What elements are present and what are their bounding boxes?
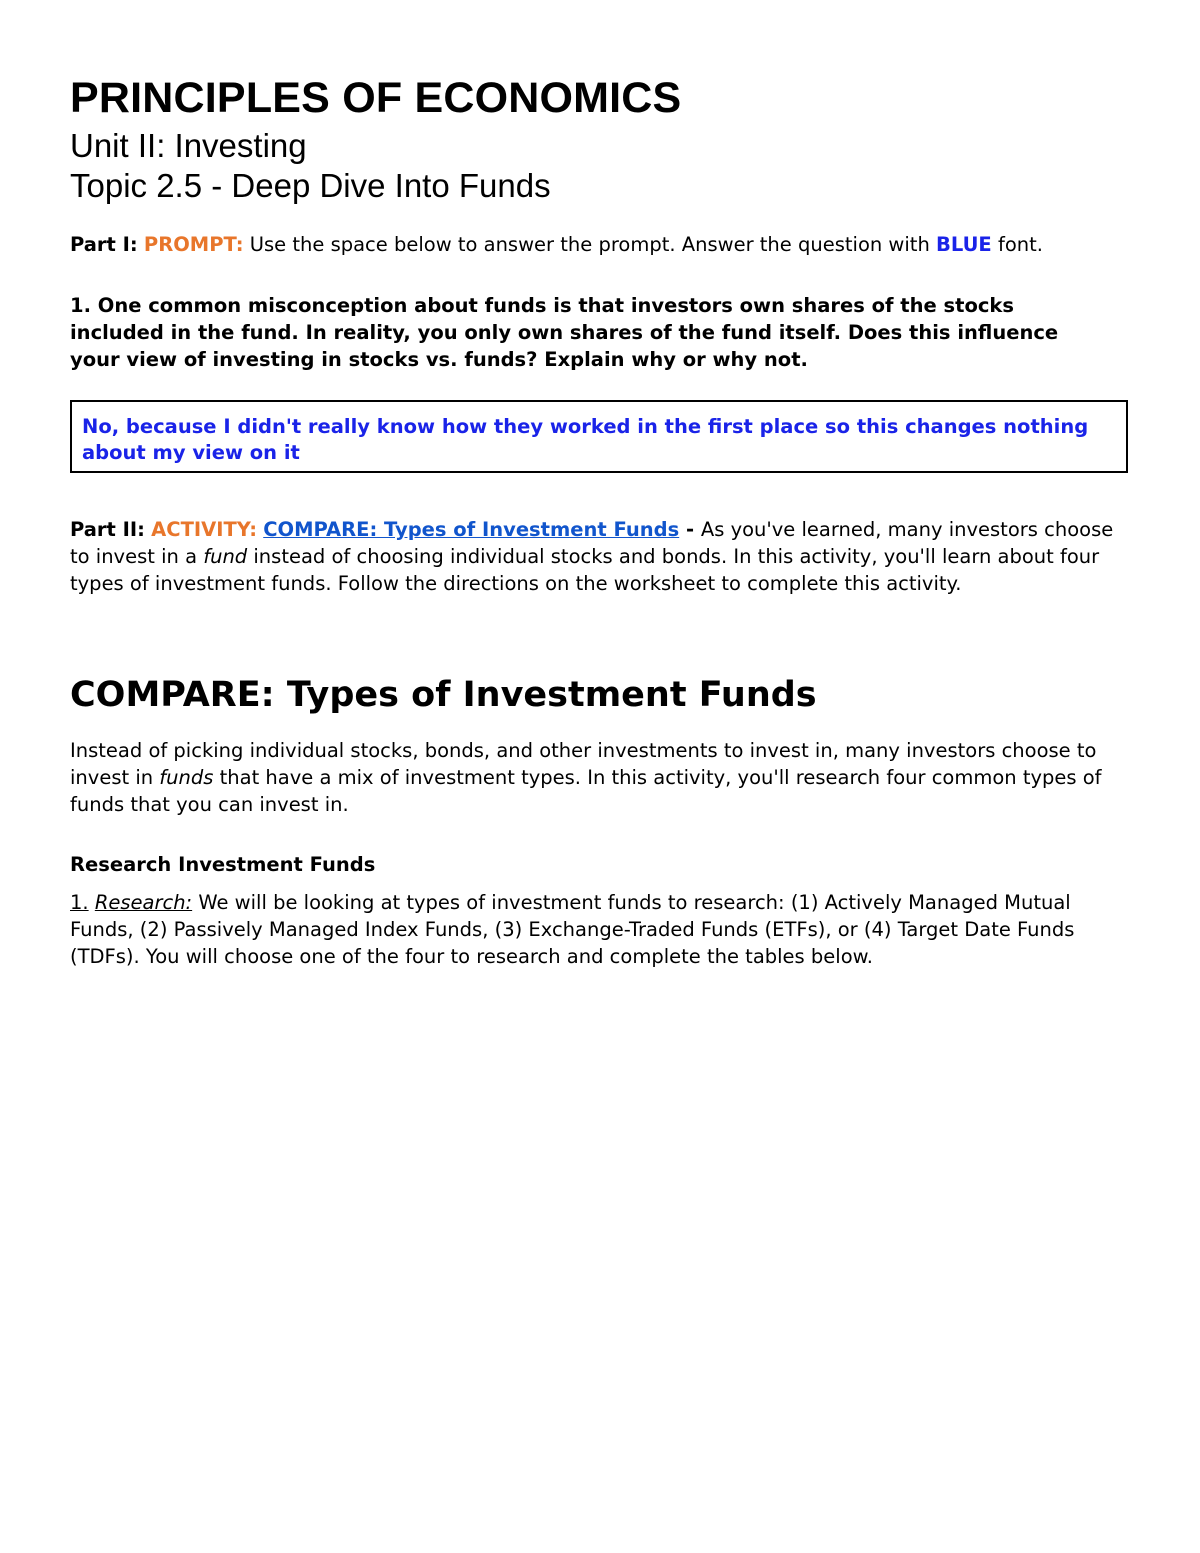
part2-text-end: instead of choosing individual stocks and bonds. In this activity, you'll learn about four types of investment funds. Follow the directions on the worksheet to complete this activity. xyxy=(70,545,1100,595)
research-text: We will be looking at types of investment funds to research: (1) Actively Managed Mutual Funds, (2) Passively Managed Index Funds, (3) Exchange-Traded Funds (ETFs), or (4) Target Date Funds (TDFs). You will choose one of the four to research and complete the tables below. xyxy=(70,891,1075,968)
fund-italic: fund xyxy=(203,545,248,568)
part2-label: Part II: xyxy=(70,518,145,541)
question-1: 1. One common misconception about funds is that investors own shares of the stocks included in the fund. In reality, you only own shares of the fund itself. Does this influence your view of investing in stocks vs. funds? Explain why or why not. xyxy=(70,294,1059,371)
prompt-label: PROMPT: xyxy=(143,233,244,256)
part1-label: Part I: xyxy=(70,233,138,256)
research-heading: Research Investment Funds xyxy=(70,853,376,876)
funds-italic: funds xyxy=(159,766,214,789)
compare-intro xyxy=(70,737,1110,818)
compare-heading: COMPARE: Types of Investment Funds xyxy=(70,675,817,715)
part2-separator: - xyxy=(679,518,701,541)
research-step-1 xyxy=(70,889,1132,970)
activity-label: ACTIVITY: xyxy=(151,518,258,541)
answer-box[interactable] xyxy=(70,400,1128,473)
part1-instruction-end: font. xyxy=(991,233,1043,256)
compare-activity-link[interactable]: COMPARE: Types of Investment Funds xyxy=(263,518,680,541)
topic-subtitle: Topic 2.5 - Deep Dive Into Funds xyxy=(70,167,551,204)
answer-text: No, because I didn't really know how they worked in the first place so this changes nothing about my view on it xyxy=(82,415,1089,464)
unit-subtitle: Unit II: Investing xyxy=(70,127,307,164)
intro-text: Instead of picking individual stocks, bonds, and other investments to invest in, many investors choose to invest in xyxy=(70,739,1097,789)
part2-text: As you've learned, many investors choose to invest in a xyxy=(70,518,1114,568)
part1-instructions xyxy=(70,231,1043,258)
part2-instructions xyxy=(70,516,1120,597)
document-title: PRINCIPLES OF ECONOMICS xyxy=(70,74,682,122)
research-number: 1. xyxy=(70,891,89,914)
research-label: Research: xyxy=(94,891,193,914)
intro-text-end: that have a mix of investment types. In this activity, you'll research four common types of funds that you can invest in. xyxy=(70,766,1102,816)
part1-instruction-text: Use the space below to answer the prompt. Answer the question with xyxy=(243,233,936,256)
blue-keyword: BLUE xyxy=(936,233,992,256)
